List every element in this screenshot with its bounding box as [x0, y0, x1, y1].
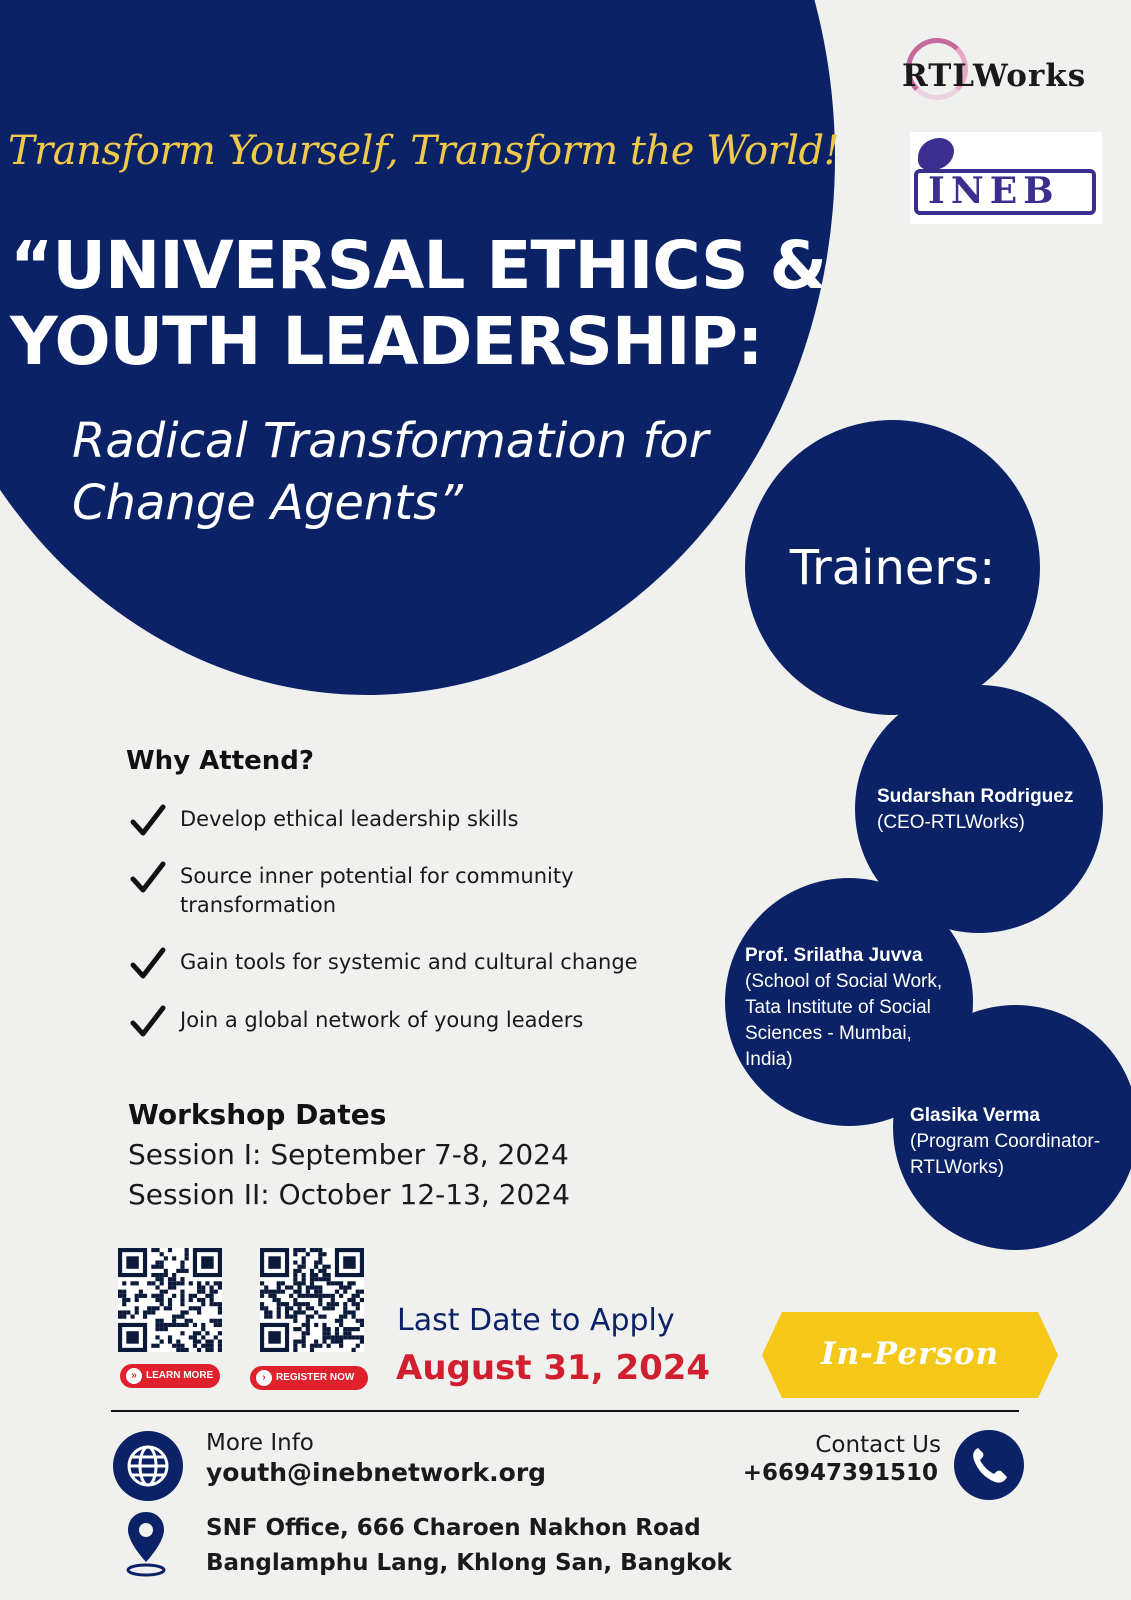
- globe-icon: [113, 1431, 183, 1501]
- arrow-right-icon: ›: [256, 1370, 272, 1386]
- address-line-2: Banglamphu Lang, Khlong San, Bangkok: [206, 1550, 732, 1576]
- trainer-role-line: Tata Institute of Social: [745, 997, 931, 1018]
- why-attend-text: Gain tools for systemic and cultural change: [180, 950, 638, 974]
- globe-glyph: [113, 1431, 183, 1501]
- main-title-line-1: “UNIVERSAL ETHICS &: [10, 227, 827, 304]
- trainer-name: Glasika Verma: [910, 1105, 1040, 1126]
- why-attend-text: Join a global network of young leaders: [180, 1008, 584, 1032]
- contact-us-label: Contact Us: [815, 1432, 941, 1458]
- main-title: [10, 228, 830, 380]
- phone-icon: [954, 1430, 1024, 1500]
- trainer-role-line: Sciences - Mumbai,: [745, 1023, 912, 1044]
- trainer-role-line: India): [745, 1049, 793, 1070]
- checkmark-icon: [130, 860, 166, 896]
- session-date: Session II: October 12-13, 2024: [128, 1178, 570, 1211]
- tagline: Transform Yourself, Transform the World!: [8, 128, 840, 174]
- why-attend-text: Source inner potential for community transformation: [180, 864, 574, 917]
- trainer-role-line: (Program Coordinator-: [910, 1131, 1101, 1152]
- checkmark-icon: [130, 946, 166, 982]
- ineb-logo: [910, 132, 1102, 224]
- contact-phone-link[interactable]: +66947391510: [742, 1460, 938, 1486]
- arrow-right-icon: »: [126, 1368, 142, 1384]
- rtlworks-logo-text: RTLWorks: [902, 58, 1087, 94]
- subtitle: [72, 410, 772, 534]
- trainer-role-line: (School of Social Work,: [745, 971, 943, 992]
- learn-more-button[interactable]: [120, 1364, 220, 1388]
- learn-more-label: LEARN MORE: [146, 1370, 214, 1381]
- footer-divider: [111, 1410, 1019, 1412]
- contact-email-link[interactable]: youth@inebnetwork.org: [206, 1458, 547, 1487]
- register-qr-code-icon[interactable]: [260, 1248, 364, 1352]
- learn-more-qr-code-icon[interactable]: [118, 1248, 222, 1352]
- register-now-label: REGISTER NOW: [276, 1372, 355, 1383]
- address-line-1: SNF Office, 666 Charoen Nakhon Road: [206, 1515, 701, 1541]
- in-person-label: In-Person: [820, 1336, 1000, 1372]
- trainer-card-1: [877, 784, 1117, 836]
- register-now-button[interactable]: [250, 1366, 368, 1390]
- ineb-logo-text: INEB: [928, 170, 1060, 212]
- trainer-role-line: RTLWorks): [910, 1157, 1004, 1178]
- subtitle-line-2: Change Agents”: [72, 475, 463, 531]
- phone-glyph: [954, 1430, 1024, 1500]
- location-pin-icon: [124, 1510, 168, 1578]
- trainers-heading: Trainers:: [789, 540, 996, 596]
- why-attend-text: Develop ethical leadership skills: [180, 807, 519, 831]
- why-attend-heading: Why Attend?: [126, 746, 315, 776]
- trainer-name: Sudarshan Rodriguez: [877, 786, 1074, 807]
- ineb-bird-icon: [918, 138, 954, 170]
- trainer-role: (CEO-RTLWorks): [877, 812, 1025, 833]
- main-title-line-2: YOUTH LEADERSHIP:: [10, 303, 763, 380]
- deadline-label: Last Date to Apply: [397, 1303, 675, 1338]
- checkmark-icon: [130, 1004, 166, 1040]
- checkmark-icon: [130, 803, 166, 839]
- deadline-date: August 31, 2024: [396, 1348, 711, 1388]
- trainer-card-2: [745, 943, 975, 1073]
- trainer-name: Prof. Srilatha Juvva: [745, 945, 923, 966]
- trainer-card-3: [910, 1103, 1131, 1181]
- workshop-dates-heading: Workshop Dates: [128, 1098, 387, 1131]
- rtlworks-logo: [902, 36, 1122, 116]
- subtitle-line-1: Radical Transformation for: [72, 413, 709, 469]
- more-info-label: More Info: [206, 1430, 314, 1456]
- session-date: Session I: September 7-8, 2024: [128, 1138, 569, 1171]
